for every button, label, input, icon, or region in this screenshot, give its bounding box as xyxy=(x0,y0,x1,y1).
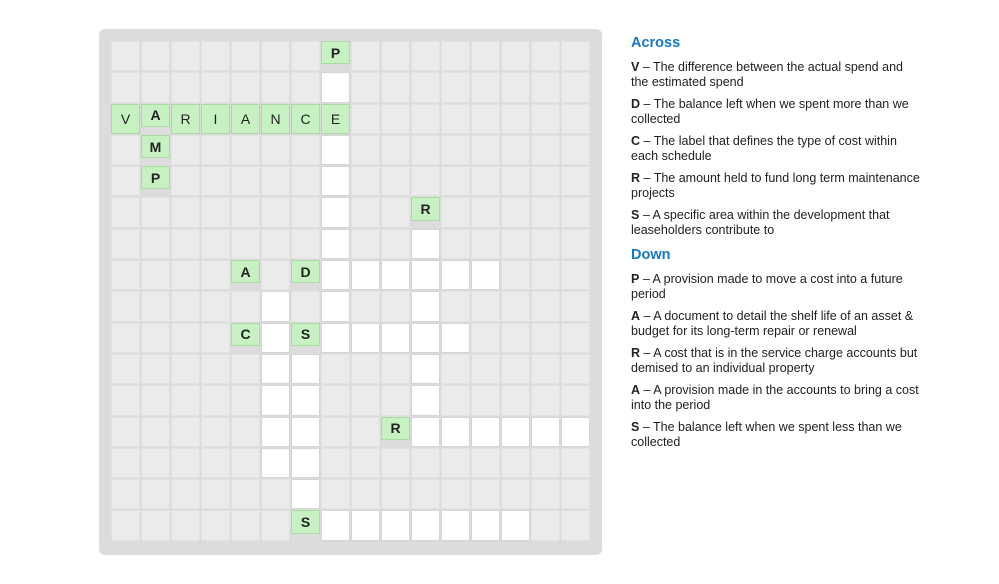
grid-block-cell xyxy=(471,385,500,415)
grid-block-cell xyxy=(441,229,470,259)
grid-empty-cell[interactable] xyxy=(321,323,350,353)
grid-block-cell xyxy=(171,41,200,71)
grid-block-cell xyxy=(561,323,590,353)
grid-block-cell xyxy=(201,260,230,290)
grid-block-cell xyxy=(111,135,140,165)
grid-block-cell xyxy=(441,41,470,71)
grid-block-cell xyxy=(531,291,560,321)
grid-block-cell xyxy=(201,291,230,321)
grid-block-cell xyxy=(411,479,440,509)
grid-block-cell xyxy=(201,385,230,415)
grid-block-cell xyxy=(321,417,350,447)
grid-empty-cell[interactable] xyxy=(291,448,320,478)
grid-block-cell xyxy=(531,479,560,509)
grid-letter-cell[interactable]: A xyxy=(231,260,260,283)
grid-empty-cell[interactable] xyxy=(321,291,350,321)
grid-block-cell xyxy=(171,291,200,321)
grid-block-cell xyxy=(261,72,290,102)
grid-block-cell xyxy=(411,166,440,196)
across-clue xyxy=(631,134,921,164)
grid-block-cell xyxy=(111,166,140,196)
grid-block-cell xyxy=(381,354,410,384)
grid-letter-cell[interactable]: M xyxy=(141,135,170,158)
grid-empty-cell[interactable] xyxy=(321,510,350,540)
grid-block-cell xyxy=(471,197,500,227)
grid-block-cell xyxy=(261,135,290,165)
grid-block-cell xyxy=(201,354,230,384)
grid-block-cell xyxy=(321,448,350,478)
grid-block-cell xyxy=(351,479,380,509)
grid-block-cell xyxy=(261,510,290,540)
clue-text: – The amount held to fund long term maintenance projects xyxy=(631,171,920,200)
grid-block-cell xyxy=(501,135,530,165)
grid-block-cell xyxy=(141,229,170,259)
grid-letter-cell[interactable]: P xyxy=(321,41,350,64)
down-clue-list xyxy=(631,272,921,450)
grid-block-cell xyxy=(111,448,140,478)
down-clue xyxy=(631,383,921,413)
clue-key: R xyxy=(631,171,641,185)
grid-block-cell xyxy=(291,291,320,321)
grid-block-cell xyxy=(471,323,500,353)
grid-block-cell xyxy=(411,41,440,71)
grid-block-cell xyxy=(441,448,470,478)
grid-block-cell xyxy=(501,41,530,71)
grid-block-cell xyxy=(201,166,230,196)
grid-block-cell xyxy=(171,197,200,227)
grid-block-cell xyxy=(111,354,140,384)
down-clue xyxy=(631,420,921,450)
down-clue xyxy=(631,309,921,339)
grid-block-cell xyxy=(561,291,590,321)
grid-block-cell xyxy=(141,260,170,290)
grid-empty-cell[interactable] xyxy=(411,417,440,447)
grid-letter-cell[interactable]: E xyxy=(321,104,350,134)
grid-block-cell xyxy=(471,135,500,165)
grid-block-cell xyxy=(231,166,260,196)
grid-block-cell xyxy=(351,72,380,102)
grid-block-cell xyxy=(531,260,560,290)
grid-block-cell xyxy=(351,291,380,321)
grid-block-cell xyxy=(141,197,170,227)
grid-block-cell xyxy=(171,166,200,196)
grid-block-cell xyxy=(501,166,530,196)
grid-block-cell xyxy=(381,448,410,478)
grid-block-cell xyxy=(561,385,590,415)
grid-empty-cell[interactable] xyxy=(441,510,470,540)
grid-block-cell xyxy=(471,479,500,509)
grid-block-cell xyxy=(201,197,230,227)
across-clue xyxy=(631,97,921,127)
grid-block-cell xyxy=(561,41,590,71)
grid-empty-cell[interactable] xyxy=(561,417,590,447)
grid-empty-cell[interactable] xyxy=(321,72,350,102)
grid-empty-cell[interactable] xyxy=(351,260,380,290)
grid-letter-cell[interactable]: D xyxy=(291,260,320,283)
grid-letter-cell[interactable]: C xyxy=(291,104,320,134)
grid-letter-cell[interactable]: S xyxy=(291,323,320,346)
grid-block-cell xyxy=(351,417,380,447)
grid-block-cell xyxy=(171,323,200,353)
clue-text: – A cost that is in the service charge accounts but demised to an individual property xyxy=(631,346,918,375)
grid-block-cell xyxy=(171,229,200,259)
across-clue xyxy=(631,60,921,90)
grid-block-cell xyxy=(171,510,200,540)
clue-key: S xyxy=(631,208,640,222)
grid-block-cell xyxy=(291,41,320,71)
grid-block-cell xyxy=(171,385,200,415)
grid-block-cell xyxy=(111,72,140,102)
grid-block-cell xyxy=(381,479,410,509)
grid-empty-cell[interactable] xyxy=(291,417,320,447)
down-clue xyxy=(631,272,921,302)
grid-block-cell xyxy=(141,291,170,321)
grid-block-cell xyxy=(201,72,230,102)
grid-block-cell xyxy=(441,291,470,321)
grid-block-cell xyxy=(441,479,470,509)
grid-block-cell xyxy=(381,72,410,102)
grid-block-cell xyxy=(531,104,560,134)
grid-block-cell xyxy=(171,135,200,165)
grid-empty-cell[interactable] xyxy=(411,323,440,353)
grid-block-cell xyxy=(411,135,440,165)
grid-block-cell xyxy=(111,323,140,353)
grid-empty-cell[interactable] xyxy=(261,448,290,478)
grid-block-cell xyxy=(561,135,590,165)
clue-text: – The balance left when we spent less than we collected xyxy=(631,420,902,449)
grid-block-cell xyxy=(501,260,530,290)
grid-block-cell xyxy=(381,166,410,196)
grid-block-cell xyxy=(111,479,140,509)
down-heading: Down xyxy=(631,247,671,263)
grid-block-cell xyxy=(231,479,260,509)
grid-block-cell xyxy=(471,229,500,259)
grid-block-cell xyxy=(171,448,200,478)
grid-block-cell xyxy=(291,197,320,227)
grid-empty-cell[interactable] xyxy=(411,510,440,540)
grid-empty-cell[interactable] xyxy=(351,323,380,353)
grid-block-cell xyxy=(531,448,560,478)
grid-block-cell xyxy=(531,72,560,102)
grid-block-cell xyxy=(141,417,170,447)
grid-block-cell xyxy=(351,197,380,227)
grid-empty-cell[interactable] xyxy=(351,510,380,540)
grid-block-cell xyxy=(321,479,350,509)
grid-block-cell xyxy=(111,229,140,259)
grid-block-cell xyxy=(441,354,470,384)
grid-block-cell xyxy=(231,41,260,71)
grid-block-cell xyxy=(501,354,530,384)
clue-text: – A provision made in the accounts to bring a cost into the period xyxy=(631,383,919,412)
grid-block-cell xyxy=(351,166,380,196)
grid-block-cell xyxy=(411,72,440,102)
grid-block-cell xyxy=(201,479,230,509)
grid-block-cell xyxy=(171,417,200,447)
grid-letter-cell[interactable]: N xyxy=(261,104,290,134)
clue-key: C xyxy=(631,134,641,148)
grid-letter-cell[interactable]: R xyxy=(381,417,410,440)
across-clue xyxy=(631,208,921,238)
grid-block-cell xyxy=(531,166,560,196)
grid-block-cell xyxy=(231,291,260,321)
grid-block-cell xyxy=(471,104,500,134)
grid-block-cell xyxy=(471,41,500,71)
grid-empty-cell[interactable] xyxy=(321,229,350,259)
clue-text: – The balance left when we spent more than we collected xyxy=(631,97,909,126)
grid-block-cell xyxy=(141,510,170,540)
grid-letter-cell[interactable]: A xyxy=(141,104,170,127)
grid-block-cell xyxy=(201,41,230,71)
grid-block-cell xyxy=(381,104,410,134)
grid-block-cell xyxy=(381,41,410,71)
grid-block-cell xyxy=(291,135,320,165)
grid-letter-cell[interactable]: A xyxy=(231,104,260,134)
grid-letter-cell[interactable]: R xyxy=(171,104,200,134)
grid-letter-cell[interactable]: P xyxy=(141,166,170,189)
grid-block-cell xyxy=(351,354,380,384)
grid-block-cell xyxy=(561,260,590,290)
grid-block-cell xyxy=(441,197,470,227)
across-heading: Across xyxy=(631,35,681,51)
grid-block-cell xyxy=(471,291,500,321)
grid-block-cell xyxy=(231,510,260,540)
grid-letter-cell[interactable]: S xyxy=(291,510,320,533)
grid-block-cell xyxy=(561,72,590,102)
grid-block-cell xyxy=(201,229,230,259)
across-clue xyxy=(631,171,921,201)
grid-block-cell xyxy=(141,479,170,509)
grid-empty-cell[interactable] xyxy=(501,510,530,540)
grid-empty-cell[interactable] xyxy=(261,385,290,415)
grid-block-cell xyxy=(111,41,140,71)
grid-empty-cell[interactable] xyxy=(441,417,470,447)
grid-block-cell xyxy=(231,197,260,227)
grid-block-cell xyxy=(141,323,170,353)
grid-block-cell xyxy=(561,479,590,509)
crossword-grid xyxy=(111,41,590,541)
grid-block-cell xyxy=(261,260,290,290)
grid-empty-cell[interactable] xyxy=(531,417,560,447)
grid-empty-cell[interactable] xyxy=(321,260,350,290)
grid-block-cell xyxy=(261,41,290,71)
grid-block-cell xyxy=(171,354,200,384)
grid-block-cell xyxy=(531,385,560,415)
grid-empty-cell[interactable] xyxy=(411,354,440,384)
grid-block-cell xyxy=(471,166,500,196)
grid-block-cell xyxy=(231,135,260,165)
grid-block-cell xyxy=(291,229,320,259)
grid-block-cell xyxy=(171,72,200,102)
grid-empty-cell[interactable] xyxy=(381,323,410,353)
grid-empty-cell[interactable] xyxy=(291,354,320,384)
clue-key: P xyxy=(631,272,640,286)
grid-letter-cell[interactable]: V xyxy=(111,104,140,134)
grid-block-cell xyxy=(561,166,590,196)
grid-block-cell xyxy=(501,385,530,415)
grid-block-cell xyxy=(231,385,260,415)
grid-block-cell xyxy=(531,229,560,259)
grid-block-cell xyxy=(501,197,530,227)
grid-block-cell xyxy=(231,72,260,102)
grid-empty-cell[interactable] xyxy=(471,510,500,540)
grid-block-cell xyxy=(441,135,470,165)
clue-key: V xyxy=(631,60,640,74)
grid-empty-cell[interactable] xyxy=(441,260,470,290)
clue-key: A xyxy=(631,309,641,323)
grid-block-cell xyxy=(111,291,140,321)
grid-block-cell xyxy=(141,72,170,102)
grid-empty-cell[interactable] xyxy=(411,260,440,290)
grid-block-cell xyxy=(531,354,560,384)
grid-block-cell xyxy=(441,72,470,102)
grid-empty-cell[interactable] xyxy=(501,417,530,447)
grid-block-cell xyxy=(111,417,140,447)
grid-block-cell xyxy=(381,197,410,227)
grid-block-cell xyxy=(381,385,410,415)
grid-empty-cell[interactable] xyxy=(471,417,500,447)
grid-empty-cell[interactable] xyxy=(291,385,320,415)
grid-block-cell xyxy=(441,385,470,415)
grid-empty-cell[interactable] xyxy=(381,510,410,540)
grid-empty-cell[interactable] xyxy=(261,323,290,353)
clue-text: – The difference between the actual spend and the estimated spend xyxy=(631,60,903,89)
grid-block-cell xyxy=(381,291,410,321)
grid-block-cell xyxy=(111,197,140,227)
grid-empty-cell[interactable] xyxy=(411,385,440,415)
grid-block-cell xyxy=(351,448,380,478)
grid-block-cell xyxy=(201,448,230,478)
clue-key: D xyxy=(631,97,641,111)
down-clue xyxy=(631,346,921,376)
grid-empty-cell[interactable] xyxy=(291,479,320,509)
grid-letter-cell[interactable]: C xyxy=(231,323,260,346)
grid-block-cell xyxy=(471,448,500,478)
grid-block-cell xyxy=(201,135,230,165)
grid-empty-cell[interactable] xyxy=(261,354,290,384)
grid-block-cell xyxy=(261,197,290,227)
grid-block-cell xyxy=(231,448,260,478)
grid-block-cell xyxy=(111,385,140,415)
grid-block-cell xyxy=(561,354,590,384)
grid-block-cell xyxy=(231,354,260,384)
grid-block-cell xyxy=(321,354,350,384)
grid-block-cell xyxy=(321,385,350,415)
grid-block-cell xyxy=(291,72,320,102)
grid-block-cell xyxy=(441,104,470,134)
grid-empty-cell[interactable] xyxy=(411,291,440,321)
grid-block-cell xyxy=(501,448,530,478)
grid-empty-cell[interactable] xyxy=(471,260,500,290)
across-clue-list xyxy=(631,60,921,238)
grid-block-cell xyxy=(471,354,500,384)
clue-text: – The label that defines the type of cost within each schedule xyxy=(631,134,897,163)
grid-block-cell xyxy=(471,72,500,102)
grid-block-cell xyxy=(381,135,410,165)
grid-block-cell xyxy=(351,385,380,415)
grid-block-cell xyxy=(141,448,170,478)
clue-text: – A document to detail the shelf life of an asset & budget for its long-term repair or renewal xyxy=(631,309,914,338)
grid-block-cell xyxy=(531,510,560,540)
grid-block-cell xyxy=(411,104,440,134)
clue-key: S xyxy=(631,420,640,434)
grid-block-cell xyxy=(381,229,410,259)
grid-block-cell xyxy=(411,448,440,478)
clues-panel xyxy=(631,34,921,457)
grid-block-cell xyxy=(531,197,560,227)
grid-block-cell xyxy=(171,260,200,290)
grid-block-cell xyxy=(501,229,530,259)
grid-block-cell xyxy=(561,229,590,259)
grid-empty-cell[interactable] xyxy=(441,323,470,353)
grid-block-cell xyxy=(531,41,560,71)
clue-text: – A provision made to move a cost into a future period xyxy=(631,272,903,301)
grid-block-cell xyxy=(201,323,230,353)
grid-block-cell xyxy=(141,41,170,71)
grid-empty-cell[interactable] xyxy=(321,135,350,165)
crossword-board xyxy=(99,29,602,555)
grid-block-cell xyxy=(291,166,320,196)
grid-block-cell xyxy=(261,166,290,196)
grid-block-cell xyxy=(261,229,290,259)
grid-block-cell xyxy=(111,510,140,540)
grid-empty-cell[interactable] xyxy=(321,197,350,227)
grid-block-cell xyxy=(141,354,170,384)
grid-block-cell xyxy=(531,323,560,353)
grid-block-cell xyxy=(201,510,230,540)
grid-block-cell xyxy=(531,135,560,165)
grid-empty-cell[interactable] xyxy=(321,166,350,196)
grid-empty-cell[interactable] xyxy=(261,291,290,321)
grid-block-cell xyxy=(561,510,590,540)
grid-empty-cell[interactable] xyxy=(261,417,290,447)
grid-block-cell xyxy=(261,479,290,509)
clue-key: R xyxy=(631,346,641,360)
grid-letter-cell[interactable]: I xyxy=(201,104,230,134)
grid-block-cell xyxy=(351,135,380,165)
clue-text: – A specific area within the development that leaseholders contribute to xyxy=(631,208,890,237)
grid-block-cell xyxy=(231,229,260,259)
grid-block-cell xyxy=(351,41,380,71)
clue-key: A xyxy=(631,383,641,397)
grid-letter-cell[interactable]: R xyxy=(411,197,440,220)
grid-block-cell xyxy=(111,260,140,290)
grid-empty-cell[interactable] xyxy=(381,260,410,290)
grid-block-cell xyxy=(141,385,170,415)
grid-block-cell xyxy=(231,417,260,447)
grid-block-cell xyxy=(561,197,590,227)
grid-block-cell xyxy=(561,448,590,478)
grid-empty-cell[interactable] xyxy=(411,229,440,259)
grid-block-cell xyxy=(501,479,530,509)
grid-block-cell xyxy=(501,104,530,134)
grid-block-cell xyxy=(201,417,230,447)
grid-block-cell xyxy=(561,104,590,134)
grid-block-cell xyxy=(351,229,380,259)
grid-block-cell xyxy=(171,479,200,509)
grid-block-cell xyxy=(351,104,380,134)
grid-block-cell xyxy=(501,323,530,353)
grid-block-cell xyxy=(501,291,530,321)
grid-block-cell xyxy=(501,72,530,102)
grid-block-cell xyxy=(441,166,470,196)
